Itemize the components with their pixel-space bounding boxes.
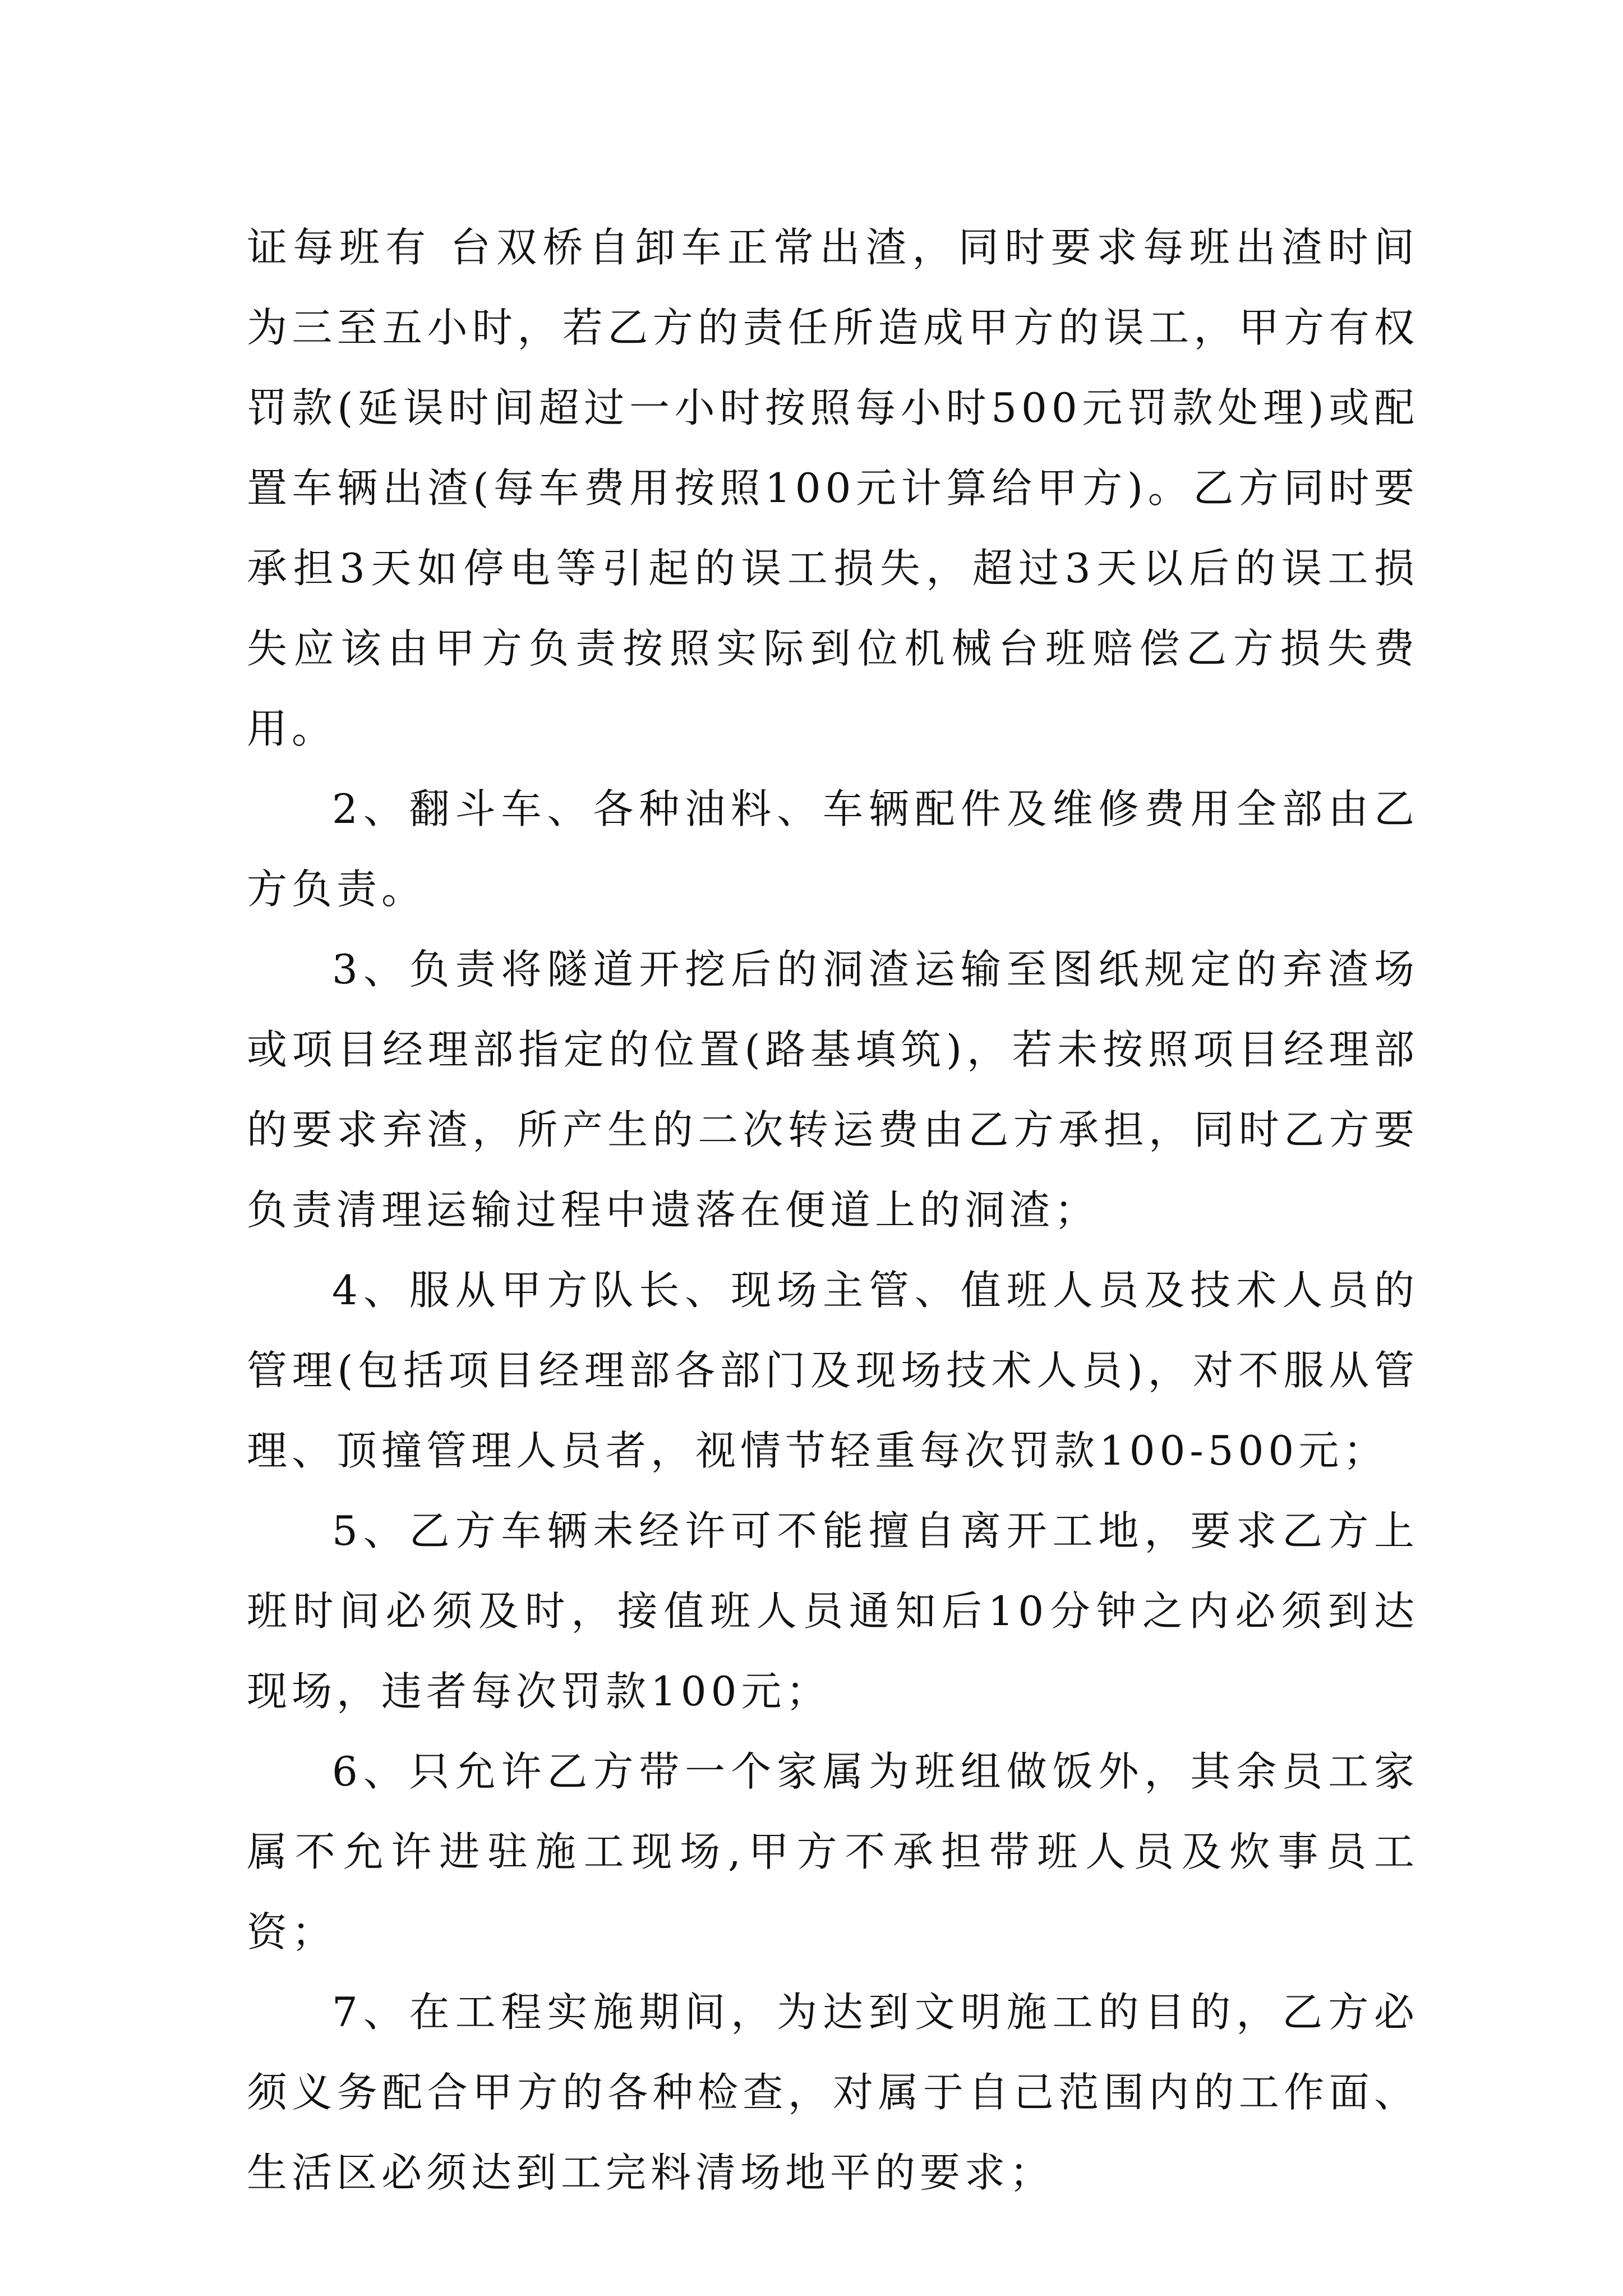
paragraph-item-3: 3、负责将隧道开挖后的洞渣运输至图纸规定的弃渣场或项目经理部指定的位置(路基填筑)，若未按照项目经理部的要求弃渣，所产生的二次转运费由乙方承担，同时乙方要负责清理运输过程中遗落在便道上的洞渣； (247, 946, 1419, 1234)
document-body (247, 208, 1419, 2213)
paragraph-item-4: 4、服从甲方队长、现场主管、值班人员及技术人员的管理(包括项目经理部各部门及现场技术人员)，对不服从管理、顶撞管理人员者，视情节轻重每次罚款100-500元； (247, 1267, 1419, 1474)
paragraph-continuation: 证每班有 台双桥自卸车正常出渣，同时要求每班出渣时间为三至五小时，若乙方的责任所造成甲方的误工，甲方有权罚款(延误时间超过一小时按照每小时500元罚款处理)或配置车辆出渣(每车费用按照100元计算给甲方)。乙方同时要承担3天如停电等引起的误工损失，超过3天以后的误工损失应该由甲方负责按照实际到位机械台班赔偿乙方损失费用。 (247, 224, 1419, 752)
paragraph-item-5: 5、乙方车辆未经许可不能擅自离开工地，要求乙方上班时间必须及时，接值班人员通知后10分钟之内必须到达现场，违者每次罚款100元； (247, 1507, 1419, 1715)
paragraph-item-7: 7、在工程实施期间，为达到文明施工的目的，乙方必须义务配合甲方的各种检查，对属于自己范围内的工作面、生活区必须达到工完料清场地平的要求； (247, 1989, 1419, 2196)
paragraph-item-2: 2、翻斗车、各种油料、车辆配件及维修费用全部由乙方负责。 (247, 785, 1419, 913)
paragraph-item-6: 6、只允许乙方带一个家属为班组做饭外，其余员工家属不允许进驻施工现场,甲方不承担带班人员及炊事员工资； (247, 1748, 1419, 1955)
